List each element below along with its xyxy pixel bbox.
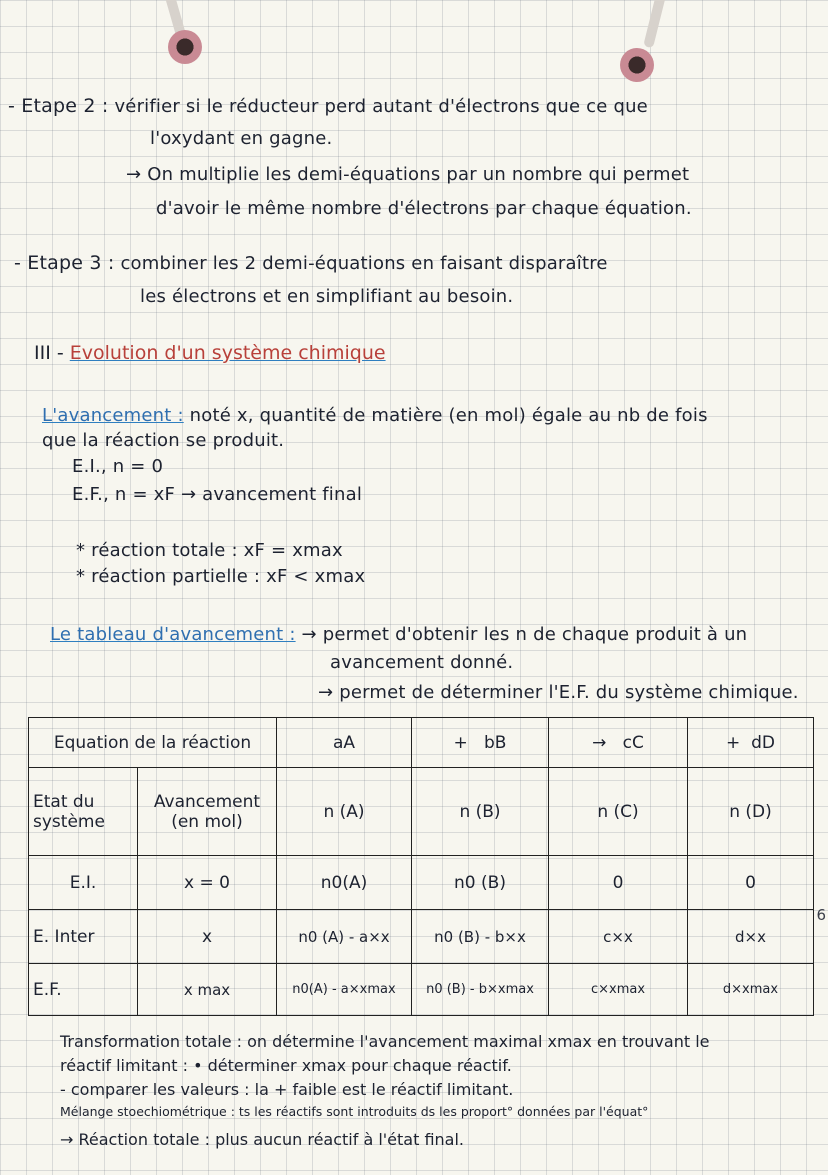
section-title: Evolution d'un système chimique	[69, 342, 386, 364]
row-inter-a: n0 (A) - a×x	[277, 910, 412, 964]
tableau-line2: avancement donné.	[330, 652, 514, 673]
binder-ring-right-bar	[643, 0, 667, 48]
etape3-text1: combiner les 2 demi-équations en faisant disparaître	[120, 253, 608, 274]
note-line2: réactif limitant : • déterminer xmax pour chaque réactif.	[60, 1056, 512, 1075]
row-inter-x: x	[138, 910, 277, 964]
etape2-text1: vérifier si le réducteur perd autant d'électrons que ce que	[114, 96, 648, 117]
row-ei-c: 0	[549, 856, 688, 910]
eq-b-cell	[412, 718, 549, 768]
row-ef-d: d×xmax	[688, 964, 814, 1016]
tableau-avancement	[28, 717, 814, 1016]
table-row	[29, 910, 814, 964]
row-inter-b: n0 (B) - b×x	[412, 910, 549, 964]
header-nB: n (B)	[412, 768, 549, 856]
equation-label-cell	[29, 718, 277, 768]
section-number: III -	[34, 342, 64, 364]
avancement-term: L'avancement :	[42, 405, 184, 426]
row-ef-state: E.F.	[29, 964, 138, 1016]
etape3-line1	[14, 252, 608, 274]
avancement-ef: E.F., n = xF → avancement final	[72, 484, 363, 505]
tableau-text1: → permet d'obtenir les n de chaque produit à un	[301, 624, 748, 645]
row-ei-state: E.I.	[29, 856, 138, 910]
eq-a-cell	[277, 718, 412, 768]
row-inter-c: c×x	[549, 910, 688, 964]
eq-a: aA	[332, 732, 356, 753]
row-ef-c: c×xmax	[549, 964, 688, 1016]
header-row	[29, 768, 814, 856]
etape3-line2: les électrons et en simplifiant au besoin.	[140, 286, 514, 307]
table-row	[29, 964, 814, 1016]
equation-label: Equation de la réaction	[53, 732, 252, 753]
header-nA: n (A)	[277, 768, 412, 856]
note-line1	[60, 1032, 709, 1051]
note-line5: → Réaction totale : plus aucun réactif à l'état final.	[60, 1130, 465, 1149]
note-text1: Transformation totale : on détermine l'avancement maximal xmax en trouvant le	[60, 1032, 710, 1051]
avancement-def-line1	[42, 405, 708, 426]
binder-ring-right	[620, 48, 654, 82]
header-nC: n (C)	[549, 768, 688, 856]
eq-arrow: →	[592, 732, 607, 753]
row-ei-a: n0(A)	[277, 856, 412, 910]
avancement-def-line2: que la réaction se produit.	[42, 430, 285, 451]
binder-ring-left	[168, 30, 202, 64]
eq-c-cell	[549, 718, 688, 768]
row-ei-b: n0 (B)	[412, 856, 549, 910]
margin-mark: 6	[816, 906, 826, 924]
avancement-ei: E.I., n = 0	[72, 456, 164, 477]
etape2-line3: → On multiplie les demi-équations par un nombre qui permet	[126, 164, 690, 185]
etape3-label: - Etape 3 :	[14, 252, 115, 274]
eq-plus1: +	[453, 732, 468, 753]
note-line4: Mélange stoechiométrique : ts les réactifs sont introduits ds les proport° données par l'équat°	[60, 1104, 649, 1119]
row-ei-d: 0	[688, 856, 814, 910]
reaction-partielle: * réaction partielle : xF < xmax	[76, 566, 366, 587]
row-inter-state: E. Inter	[29, 910, 138, 964]
eq-d-cell	[688, 718, 814, 768]
eq-b: bB	[484, 732, 507, 753]
row-ef-x: x max	[138, 964, 277, 1016]
tableau-line3: → permet de déterminer l'E.F. du système chimique.	[318, 682, 799, 703]
row-ef-b: n0 (B) - b×xmax	[412, 964, 549, 1016]
etape2-line2: l'oxydant en gagne.	[150, 128, 333, 149]
reaction-totale: * réaction totale : xF = xmax	[76, 540, 343, 561]
header-state: Etat du système	[29, 768, 138, 856]
table-row	[29, 856, 814, 910]
tableau-term: Le tableau d'avancement :	[50, 624, 296, 645]
eq-d: dD	[751, 732, 775, 753]
eq-c: cC	[622, 732, 644, 753]
note-line3: - comparer les valeurs : la + faible est le réactif limitant.	[60, 1080, 514, 1099]
row-inter-d: d×x	[688, 910, 814, 964]
header-avancement: Avancement (en mol)	[138, 768, 277, 856]
row-ef-a: n0(A) - a×xmax	[277, 964, 412, 1016]
row-ei-x: x = 0	[138, 856, 277, 910]
avancement-def1: noté x, quantité de matière (en mol) égale au nb de fois	[189, 405, 708, 426]
etape2-line4: d'avoir le même nombre d'électrons par chaque équation.	[156, 198, 692, 219]
etape2-line1	[8, 95, 648, 117]
section-heading	[34, 342, 386, 364]
eq-plus2: +	[726, 732, 741, 753]
equation-row	[29, 718, 814, 768]
etape2-label: - Etape 2 :	[8, 95, 109, 117]
header-nD: n (D)	[688, 768, 814, 856]
tableau-line1	[50, 624, 747, 645]
